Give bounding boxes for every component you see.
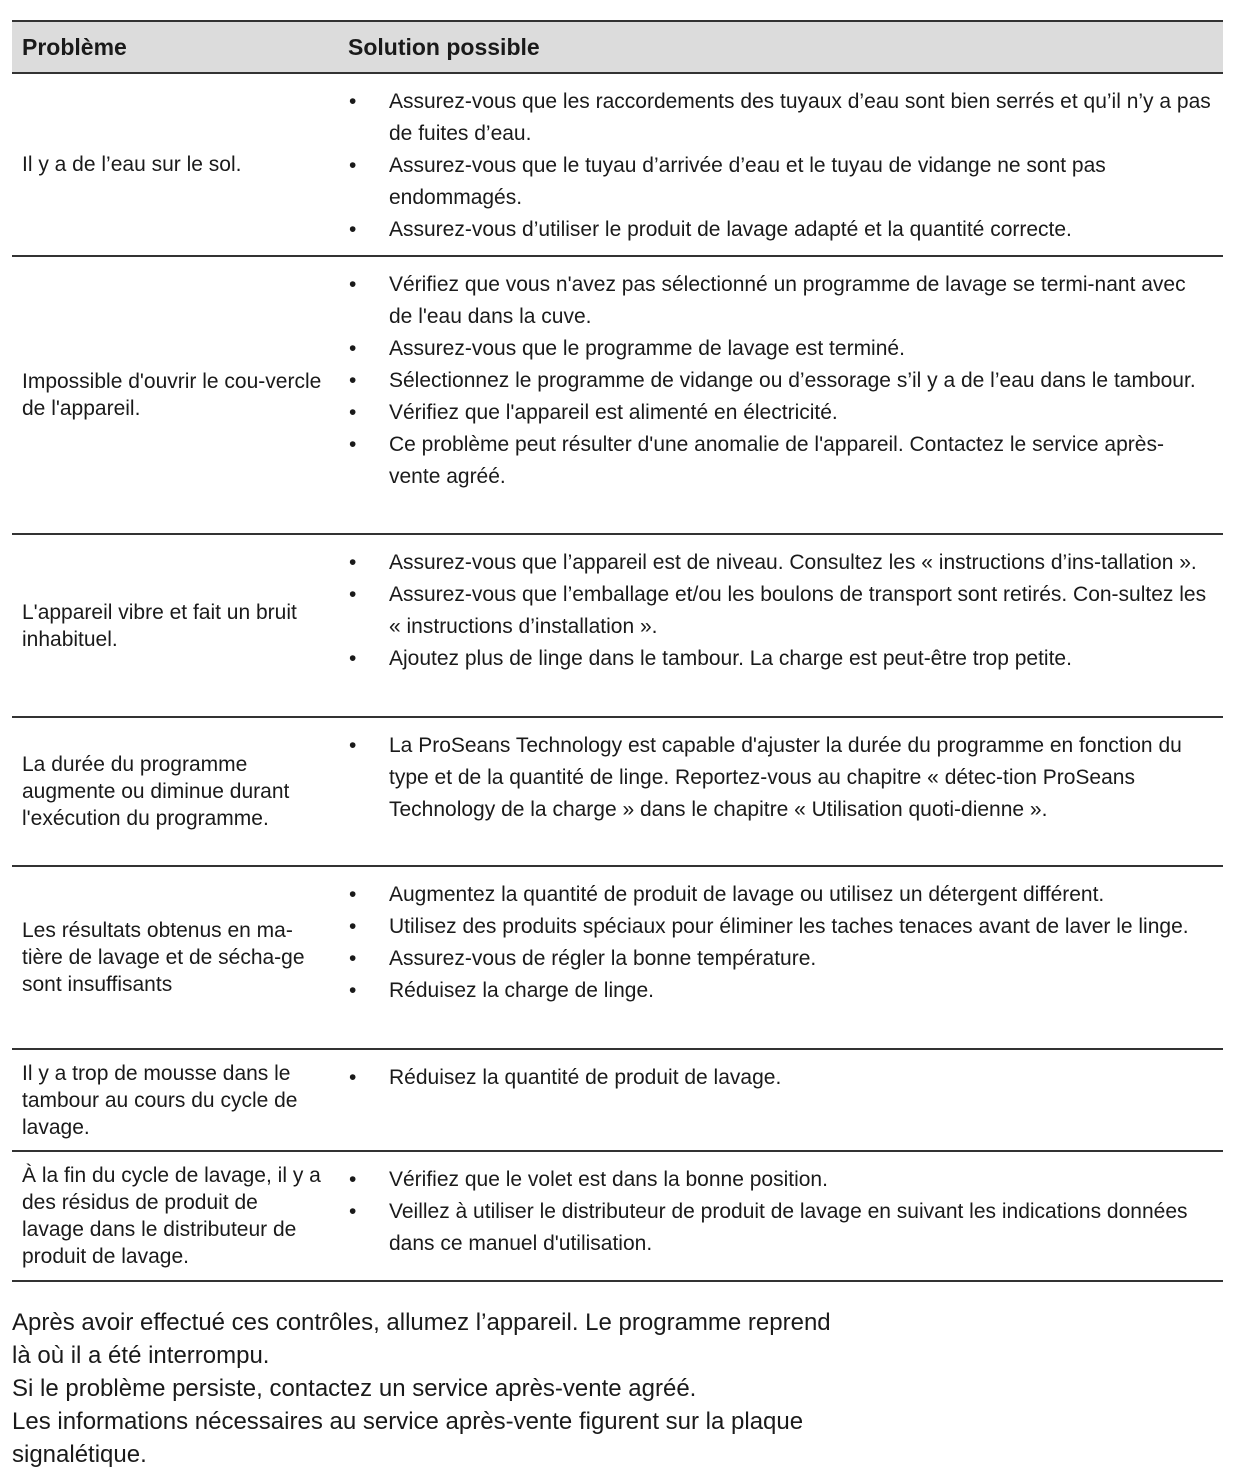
solution-list [348, 730, 1223, 826]
bullet-icon: • [349, 979, 357, 1002]
solution-text: Réduisez la quantité de produit de lavage. [389, 1066, 782, 1089]
solution-item [348, 547, 1223, 579]
solution-text: Vérifiez que l'appareil est alimenté en électricité. [389, 401, 838, 424]
solution-list [348, 1164, 1223, 1260]
header-problem: Problème [22, 33, 127, 60]
header-solution: Solution possible [348, 33, 540, 60]
solution-item [348, 429, 1223, 493]
bullet-icon: • [349, 369, 357, 392]
problem-cell: La durée du programme augmente ou diminue durant l'exécution du programme. [22, 753, 290, 830]
problem-cell: Il y a de l’eau sur le sol. [22, 153, 242, 176]
bullet-icon: • [349, 1200, 357, 1223]
solution-item [348, 1062, 1223, 1094]
solution-item [348, 879, 1223, 911]
solution-item [348, 975, 1223, 1007]
bullet-icon: • [349, 154, 357, 177]
solution-cell [336, 1050, 1223, 1150]
table-header [12, 22, 1223, 74]
footer-paragraph: Si le problème persiste, contactez un service après-vente agréé. [12, 1375, 697, 1402]
solution-text: Assurez-vous que le tuyau d’arrivée d’eau et le tuyau de vidange ne sont pas endommagés. [389, 154, 1106, 209]
problem-cell: L'appareil vibre et fait un bruit inhabituel. [22, 600, 297, 651]
footer-paragraph: Après avoir effectué ces contrôles, allumez l’appareil. Le programme reprend là où il a été interrompu. [12, 1309, 831, 1369]
bullet-icon: • [349, 883, 357, 906]
solution-cell [336, 1152, 1223, 1280]
solution-item [348, 214, 1223, 246]
bullet-icon: • [349, 551, 357, 574]
bullet-icon: • [349, 433, 357, 456]
problem-cell: Impossible d'ouvrir le cou-vercle de l'appareil. [22, 370, 322, 420]
solution-text: Assurez-vous que l’emballage et/ou les boulons de transport sont retirés. Con-sultez les « instructions d’installation ». [389, 583, 1207, 638]
solution-item [348, 150, 1223, 214]
table-row [12, 74, 1223, 257]
solution-text: Réduisez la charge de linge. [389, 979, 655, 1002]
table-row [12, 867, 1223, 1050]
table-row [12, 257, 1223, 535]
solution-item [348, 643, 1223, 675]
solution-text: Utilisez des produits spéciaux pour éliminer les taches tenaces avant de laver le linge. [389, 915, 1189, 938]
solution-text: Sélectionnez le programme de vidange ou d’essorage s’il y a de l’eau dans le tambour. [389, 369, 1196, 392]
problem-cell: À la fin du cycle de lavage, il y a des résidus de produit de lavage dans le distributeur de produit de lavage. [22, 1164, 321, 1268]
table-row [12, 718, 1223, 867]
solution-text: Ajoutez plus de linge dans le tambour. La charge est peut-être trop petite. [389, 647, 1072, 670]
problem-cell: Il y a trop de mousse dans le tambour au cours du cycle de lavage. [22, 1062, 298, 1139]
solution-text: Augmentez la quantité de produit de lavage ou utilisez un détergent différent. [389, 883, 1105, 906]
bullet-icon: • [349, 401, 357, 424]
solution-text: Assurez-vous de régler la bonne température. [389, 947, 817, 970]
solution-item [348, 365, 1223, 397]
solution-item [348, 333, 1223, 365]
bullet-icon: • [349, 218, 357, 241]
footer-paragraph: Les informations nécessaires au service après-vente figurent sur la plaque signalétique. [12, 1408, 804, 1468]
solution-item [348, 579, 1223, 643]
bullet-icon: • [349, 273, 357, 296]
solution-list [348, 86, 1223, 246]
solution-text: Vérifiez que le volet est dans la bonne position. [389, 1168, 828, 1191]
solution-text: Ce problème peut résulter d'une anomalie de l'appareil. Contactez le service après-vente agréé. [389, 433, 1164, 488]
solution-item [348, 943, 1223, 975]
table-row [12, 1050, 1223, 1152]
solution-cell [336, 257, 1223, 533]
bullet-icon: • [349, 647, 357, 670]
bullet-icon: • [349, 915, 357, 938]
bullet-icon: • [349, 337, 357, 360]
problem-cell: Les résultats obtenus en ma-tière de lavage et de sécha-ge sont insuffisants [22, 919, 305, 996]
bullet-icon: • [349, 1066, 357, 1089]
solution-list [348, 269, 1223, 493]
solution-item [348, 269, 1223, 333]
solution-item [348, 86, 1223, 150]
solution-text: Vérifiez que vous n'avez pas sélectionné un programme de lavage se termi-nant avec de l'eau dans la cuve. [389, 273, 1186, 328]
solution-item [348, 1164, 1223, 1196]
solution-item [348, 1196, 1223, 1260]
solution-text: Assurez-vous que le programme de lavage est terminé. [389, 337, 905, 360]
table-row [12, 535, 1223, 718]
bullet-icon: • [349, 1168, 357, 1191]
solution-text: Assurez-vous d’utiliser le produit de lavage adapté et la quantité correcte. [389, 218, 1072, 241]
table-row [12, 1152, 1223, 1282]
bullet-icon: • [349, 90, 357, 113]
solution-text: Assurez-vous que les raccordements des tuyaux d’eau sont bien serrés et qu’il n’y a pas de fuites d’eau. [389, 90, 1211, 145]
solution-list [348, 547, 1223, 675]
troubleshooting-table [12, 20, 1223, 1282]
bullet-icon: • [349, 583, 357, 606]
table-body [12, 74, 1223, 1282]
solution-text: Veillez à utiliser le distributeur de produit de lavage en suivant les indications données dans ce manuel d'utilisation. [389, 1200, 1188, 1255]
solution-cell [336, 718, 1223, 865]
solution-cell [336, 535, 1223, 716]
solution-cell [336, 74, 1223, 255]
solution-cell [336, 867, 1223, 1048]
solution-item [348, 911, 1223, 943]
bullet-icon: • [349, 947, 357, 970]
solution-text: La ProSeans Technology est capable d'ajuster la durée du programme en fonction du type et de la quantité de linge. Reportez-vous au chapitre « détec-tion ProSeans Technology de la charge » dans le chapitre « Utilisation quoti-dienne ». [389, 734, 1182, 821]
solution-list [348, 1062, 1223, 1094]
solution-list [348, 879, 1223, 1007]
bullet-icon: • [349, 734, 357, 757]
footer-notes [12, 1306, 932, 1471]
solution-text: Assurez-vous que l’appareil est de niveau. Consultez les « instructions d’ins-tallation ». [389, 551, 1197, 574]
solution-item [348, 730, 1223, 826]
solution-item [348, 397, 1223, 429]
